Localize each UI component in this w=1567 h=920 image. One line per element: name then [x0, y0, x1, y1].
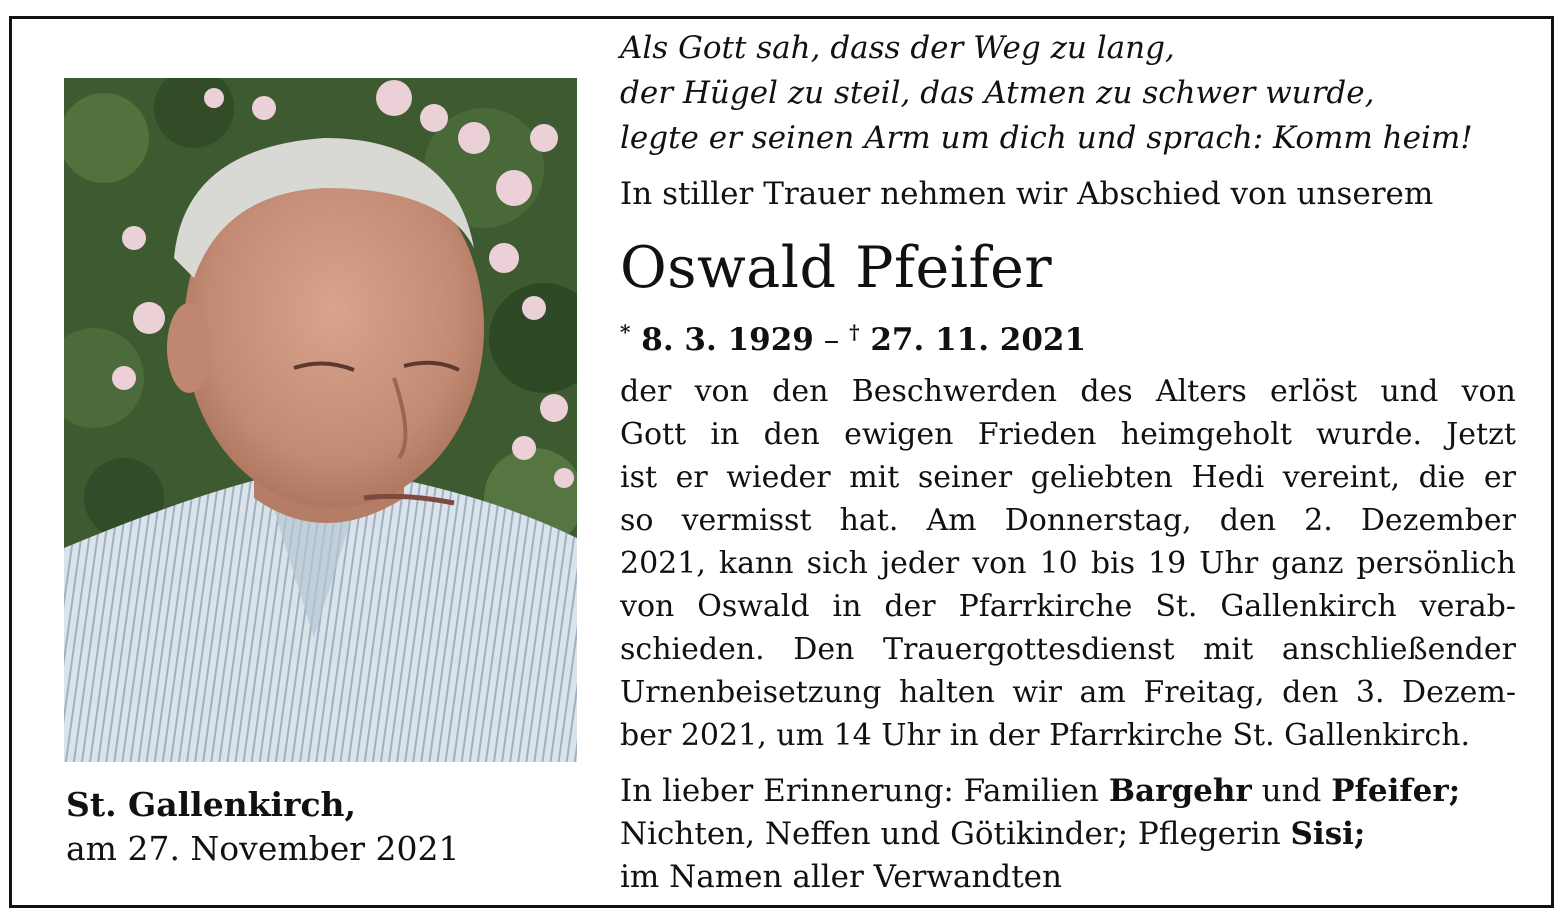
- body-word: in: [949, 718, 989, 753]
- date-separator: –: [813, 322, 850, 358]
- intro-text: In stiller Trauer nehmen wir Abschied von unserem: [620, 176, 1434, 212]
- body-word: um: [776, 718, 834, 753]
- body-word: so: [620, 503, 654, 538]
- closing-prefix: In lieber Erinnerung: Familien: [620, 773, 1109, 809]
- body-word: des: [1080, 374, 1133, 409]
- birth-symbol: *: [620, 320, 631, 344]
- body-word: St.: [1155, 589, 1198, 624]
- body-word: kann: [718, 546, 794, 581]
- body-word: in: [710, 417, 740, 452]
- body-line: [620, 499, 1516, 542]
- body-line: [620, 370, 1516, 413]
- body-word: den: [1282, 675, 1339, 710]
- birth-date: 8. 3. 1929: [641, 322, 814, 358]
- body-word: 14: [833, 718, 882, 753]
- body-word: Hedi: [1191, 460, 1265, 495]
- closing-and: und: [1251, 773, 1332, 809]
- body-word: 3.: [1355, 675, 1385, 710]
- body-word: jeder: [880, 546, 960, 581]
- body-word: geliebten: [1030, 460, 1173, 495]
- obituary-body: [620, 370, 1516, 757]
- body-word: Beschwerden: [851, 374, 1058, 409]
- body-word: den: [772, 374, 829, 409]
- body-word: 10: [1039, 546, 1078, 581]
- body-word: er: [1483, 460, 1516, 495]
- body-word: Gott: [620, 417, 687, 452]
- body-word: heimgeholt: [1120, 417, 1292, 452]
- body-line: [620, 456, 1516, 499]
- body-word: Gallenkirch.: [1284, 718, 1471, 753]
- life-dates: [620, 310, 1086, 362]
- body-word: und: [1380, 374, 1439, 409]
- body-word: halten: [898, 675, 995, 710]
- body-word: erlöst: [1269, 374, 1358, 409]
- closing-prefix-2: Nichten, Neffen und Götikinder; Pflegerin: [620, 816, 1291, 852]
- place-date: [66, 783, 460, 871]
- memorial-verse: [620, 26, 1473, 161]
- body-word: von: [620, 589, 675, 624]
- body-word: vereint,: [1282, 460, 1401, 495]
- body-word: mit: [1203, 632, 1254, 667]
- body-word: den: [763, 417, 820, 452]
- body-word: Den: [793, 632, 855, 667]
- body-line: [620, 542, 1516, 585]
- body-word: Freitag,: [1143, 675, 1265, 710]
- body-line: [620, 628, 1516, 671]
- body-word: 2021,: [620, 546, 706, 581]
- family-pfeifer: Pfeifer;: [1331, 773, 1461, 809]
- body-word: ewigen: [844, 417, 954, 452]
- body-line: [620, 671, 1516, 714]
- body-word: von: [694, 374, 749, 409]
- family-bargehr: Bargehr: [1108, 773, 1252, 809]
- verse-line: der Hügel zu steil, das Atmen zu schwer wurde,: [620, 75, 1375, 111]
- body-word: anschließender: [1281, 632, 1516, 667]
- body-word: Urnenbeisetzung: [620, 675, 882, 710]
- body-word: Uhr: [1199, 546, 1259, 581]
- body-word: der: [620, 374, 672, 409]
- body-word: ist: [620, 460, 658, 495]
- body-word: ganz: [1271, 546, 1344, 581]
- body-word: Dezember: [1360, 503, 1516, 538]
- body-word: sich: [806, 546, 868, 581]
- body-word: die: [1418, 460, 1466, 495]
- body-word: Trauergottesdienst: [883, 632, 1175, 667]
- body-word: wieder: [726, 460, 831, 495]
- place-city: St. Gallenkirch,: [66, 785, 357, 824]
- body-word: Jetzt: [1446, 417, 1516, 452]
- verse-line: legte er seinen Arm um dich und sprach: Komm heim!: [620, 120, 1473, 156]
- closing-line-3: im Namen aller Verwandten: [620, 859, 1062, 895]
- body-word: bis: [1090, 546, 1136, 581]
- body-word: Oswald: [697, 589, 810, 624]
- body-word: Pfarrkirche: [1049, 718, 1233, 753]
- body-word: Pfarrkirche: [958, 589, 1133, 624]
- body-word: mit: [849, 460, 900, 495]
- body-word: von: [972, 546, 1027, 581]
- deceased-name: Oswald Pfeifer: [620, 235, 1053, 301]
- closing-line-2: [620, 813, 1460, 856]
- body-word: Gallenkirch: [1220, 589, 1397, 624]
- body-word: 2.: [1304, 503, 1333, 538]
- body-word: Dezem-: [1402, 675, 1516, 710]
- body-word: am: [1079, 675, 1126, 710]
- place-date-text: am 27. November 2021: [66, 829, 460, 868]
- body-word: Uhr: [881, 718, 950, 753]
- body-word: persönlich: [1356, 546, 1516, 581]
- closing-line-1: [620, 770, 1460, 813]
- body-word: Am: [926, 503, 977, 538]
- body-word: Frieden: [977, 417, 1097, 452]
- portrait-photo: [64, 78, 577, 762]
- body-word: 19: [1148, 546, 1187, 581]
- body-word: ber: [620, 718, 681, 753]
- closing-signature: [620, 770, 1460, 899]
- body-line: [620, 714, 1516, 757]
- body-word: St.: [1232, 718, 1285, 753]
- body-word: in: [832, 589, 862, 624]
- body-word: schieden.: [620, 632, 765, 667]
- body-line: [620, 585, 1516, 628]
- body-word: seiner: [917, 460, 1013, 495]
- body-word: wir: [1012, 675, 1063, 710]
- death-date: 27. 11. 2021: [870, 322, 1087, 358]
- body-word: wurde.: [1316, 417, 1422, 452]
- body-word: der: [884, 589, 936, 624]
- body-word: 2021,: [680, 718, 777, 753]
- verse-line: Als Gott sah, dass der Weg zu lang,: [620, 30, 1175, 66]
- body-line: [620, 413, 1516, 456]
- death-symbol: †: [849, 320, 860, 344]
- body-word: vermisst: [681, 503, 812, 538]
- body-word: der: [988, 718, 1050, 753]
- body-word: er: [675, 460, 708, 495]
- body-word: hat.: [839, 503, 899, 538]
- body-word: von: [1461, 374, 1516, 409]
- caregiver-name: Sisi;: [1290, 816, 1366, 852]
- body-word: verab-: [1419, 589, 1516, 624]
- body-word: Donnerstag,: [1004, 503, 1192, 538]
- body-word: Alters: [1155, 374, 1247, 409]
- body-word: den: [1219, 503, 1277, 538]
